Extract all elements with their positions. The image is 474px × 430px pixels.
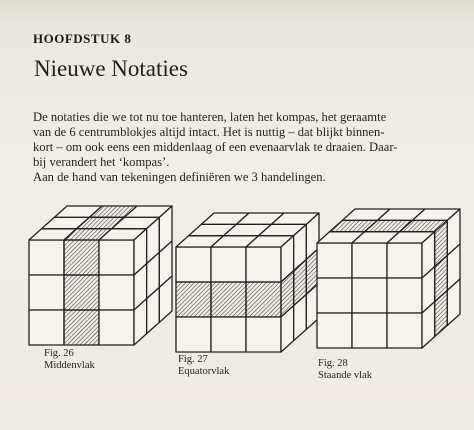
front-cell	[99, 240, 134, 275]
cube-diagram-middenvlak	[25, 200, 175, 350]
front-cell	[317, 313, 352, 348]
cube-diagram-equatorvlak	[172, 207, 322, 357]
front-cell	[387, 243, 422, 278]
front-cell	[387, 278, 422, 313]
front-cell	[29, 240, 64, 275]
front-cell	[64, 240, 99, 275]
front-cell	[29, 310, 64, 345]
front-cell	[176, 247, 211, 282]
front-cell	[352, 278, 387, 313]
body-line: bij verandert het ‘kompas’.	[33, 155, 170, 169]
body-line: kort – om ook eens een middenlaag of een evenaarvlak te draaien. Daar-	[33, 140, 398, 154]
front-cell	[211, 317, 246, 352]
page-top-shadow	[0, 0, 474, 28]
front-cell	[29, 275, 64, 310]
figure-label: Staande vlak	[318, 370, 372, 381]
front-cell	[352, 243, 387, 278]
figure-label: Middenvlak	[44, 360, 95, 371]
section-title: Nieuwe Notaties	[34, 56, 188, 81]
front-cell	[246, 247, 281, 282]
front-cell	[64, 275, 99, 310]
front-cell	[176, 317, 211, 352]
figure-number: Fig. 26	[44, 348, 74, 359]
front-cell	[246, 282, 281, 317]
front-cell	[64, 310, 99, 345]
body-paragraph	[33, 110, 457, 185]
front-cell	[211, 282, 246, 317]
front-cell	[387, 313, 422, 348]
cube-diagram-staande-vlak	[313, 203, 463, 353]
front-cell	[246, 317, 281, 352]
figure-caption	[44, 348, 95, 372]
front-cell	[317, 278, 352, 313]
figure-label: Equatorvlak	[178, 366, 230, 377]
front-cell	[352, 313, 387, 348]
front-cell	[317, 243, 352, 278]
figure-caption	[318, 358, 372, 382]
front-cell	[176, 282, 211, 317]
figure-number: Fig. 28	[318, 358, 348, 369]
front-cell	[99, 275, 134, 310]
figure-number: Fig. 27	[178, 354, 208, 365]
front-cell	[99, 310, 134, 345]
body-line: Aan de hand van tekeningen definiëren we 3 handelingen.	[33, 170, 326, 184]
chapter-heading: HOOFDSTUK 8	[33, 31, 132, 46]
front-cell	[211, 247, 246, 282]
body-line: van de 6 centrumblokjes altijd intact. Het is nuttig – dat blijkt binnen-	[33, 125, 385, 139]
figure-caption	[178, 354, 229, 378]
body-line: De notaties die we tot nu toe hanteren, laten het kompas, het geraamte	[33, 110, 387, 124]
